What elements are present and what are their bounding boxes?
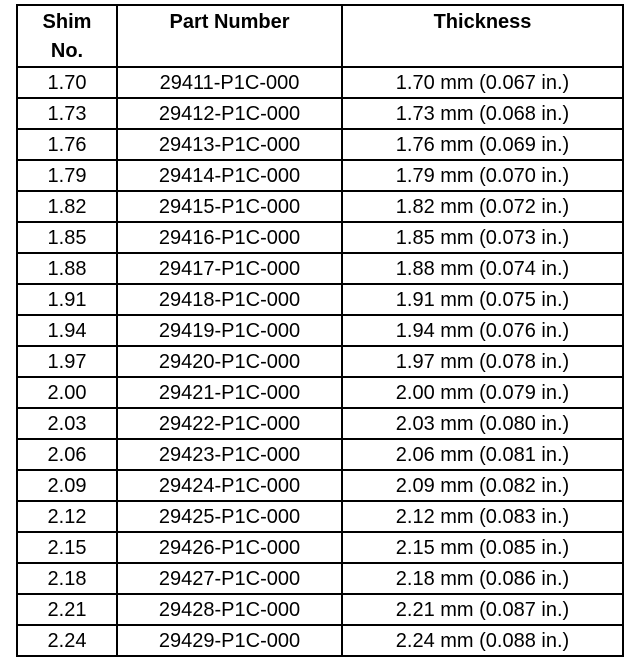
cell-thickness: 1.70 mm (0.067 in.): [342, 67, 623, 98]
cell-part-number: 29423-P1C-000: [117, 439, 342, 470]
cell-part-number: 29421-P1C-000: [117, 377, 342, 408]
cell-thickness: 2.21 mm (0.087 in.): [342, 594, 623, 625]
table-row: [17, 191, 623, 222]
cell-thickness: 2.03 mm (0.080 in.): [342, 408, 623, 439]
cell-thickness: 1.85 mm (0.073 in.): [342, 222, 623, 253]
cell-thickness: 1.88 mm (0.074 in.): [342, 253, 623, 284]
cell-part-number: 29411-P1C-000: [117, 67, 342, 98]
cell-part-number: 29420-P1C-000: [117, 346, 342, 377]
cell-part-number: 29413-P1C-000: [117, 129, 342, 160]
header-row: [17, 5, 623, 67]
cell-thickness: 2.09 mm (0.082 in.): [342, 470, 623, 501]
cell-shim-no: 1.94: [17, 315, 117, 346]
cell-part-number: 29427-P1C-000: [117, 563, 342, 594]
table-row: [17, 315, 623, 346]
cell-thickness: 2.06 mm (0.081 in.): [342, 439, 623, 470]
cell-shim-no: 2.12: [17, 501, 117, 532]
cell-part-number: 29417-P1C-000: [117, 253, 342, 284]
table-row: [17, 67, 623, 98]
cell-shim-no: 1.70: [17, 67, 117, 98]
cell-part-number: 29424-P1C-000: [117, 470, 342, 501]
cell-part-number: 29414-P1C-000: [117, 160, 342, 191]
cell-shim-no: 1.82: [17, 191, 117, 222]
table-row: [17, 594, 623, 625]
cell-thickness: 1.73 mm (0.068 in.): [342, 98, 623, 129]
cell-part-number: 29429-P1C-000: [117, 625, 342, 656]
table-row: [17, 625, 623, 656]
cell-thickness: 2.24 mm (0.088 in.): [342, 625, 623, 656]
table-row: [17, 563, 623, 594]
cell-shim-no: 1.76: [17, 129, 117, 160]
cell-thickness: 1.97 mm (0.078 in.): [342, 346, 623, 377]
table-row: [17, 377, 623, 408]
header-shim-no: Shim No.: [17, 5, 117, 67]
cell-shim-no: 2.09: [17, 470, 117, 501]
cell-shim-no: 2.06: [17, 439, 117, 470]
cell-part-number: 29418-P1C-000: [117, 284, 342, 315]
table-row: [17, 439, 623, 470]
cell-thickness: 2.12 mm (0.083 in.): [342, 501, 623, 532]
table-header: [17, 5, 623, 67]
cell-shim-no: 2.00: [17, 377, 117, 408]
cell-shim-no: 1.79: [17, 160, 117, 191]
cell-part-number: 29416-P1C-000: [117, 222, 342, 253]
cell-thickness: 2.18 mm (0.086 in.): [342, 563, 623, 594]
cell-part-number: 29428-P1C-000: [117, 594, 342, 625]
cell-shim-no: 2.18: [17, 563, 117, 594]
table-row: [17, 160, 623, 191]
table-row: [17, 253, 623, 284]
cell-part-number: 29425-P1C-000: [117, 501, 342, 532]
cell-part-number: 29426-P1C-000: [117, 532, 342, 563]
cell-shim-no: 2.21: [17, 594, 117, 625]
shim-table: [16, 4, 624, 657]
table-row: [17, 470, 623, 501]
table-row: [17, 98, 623, 129]
cell-thickness: 1.79 mm (0.070 in.): [342, 160, 623, 191]
cell-thickness: 1.76 mm (0.069 in.): [342, 129, 623, 160]
cell-thickness: 2.15 mm (0.085 in.): [342, 532, 623, 563]
table-row: [17, 532, 623, 563]
header-thickness: Thickness: [342, 5, 623, 67]
table-row: [17, 346, 623, 377]
table-row: [17, 222, 623, 253]
cell-part-number: 29422-P1C-000: [117, 408, 342, 439]
cell-part-number: 29419-P1C-000: [117, 315, 342, 346]
table-row: [17, 129, 623, 160]
cell-shim-no: 1.85: [17, 222, 117, 253]
cell-shim-no: 1.91: [17, 284, 117, 315]
cell-shim-no: 2.03: [17, 408, 117, 439]
cell-thickness: 1.82 mm (0.072 in.): [342, 191, 623, 222]
cell-thickness: 2.00 mm (0.079 in.): [342, 377, 623, 408]
cell-shim-no: 1.97: [17, 346, 117, 377]
table-row: [17, 408, 623, 439]
cell-thickness: 1.94 mm (0.076 in.): [342, 315, 623, 346]
cell-shim-no: 1.88: [17, 253, 117, 284]
cell-part-number: 29412-P1C-000: [117, 98, 342, 129]
cell-thickness: 1.91 mm (0.075 in.): [342, 284, 623, 315]
cell-shim-no: 2.24: [17, 625, 117, 656]
table-row: [17, 501, 623, 532]
cell-shim-no: 2.15: [17, 532, 117, 563]
cell-part-number: 29415-P1C-000: [117, 191, 342, 222]
table-body: [17, 67, 623, 656]
table-row: [17, 284, 623, 315]
cell-shim-no: 1.73: [17, 98, 117, 129]
header-part-number: Part Number: [117, 5, 342, 67]
